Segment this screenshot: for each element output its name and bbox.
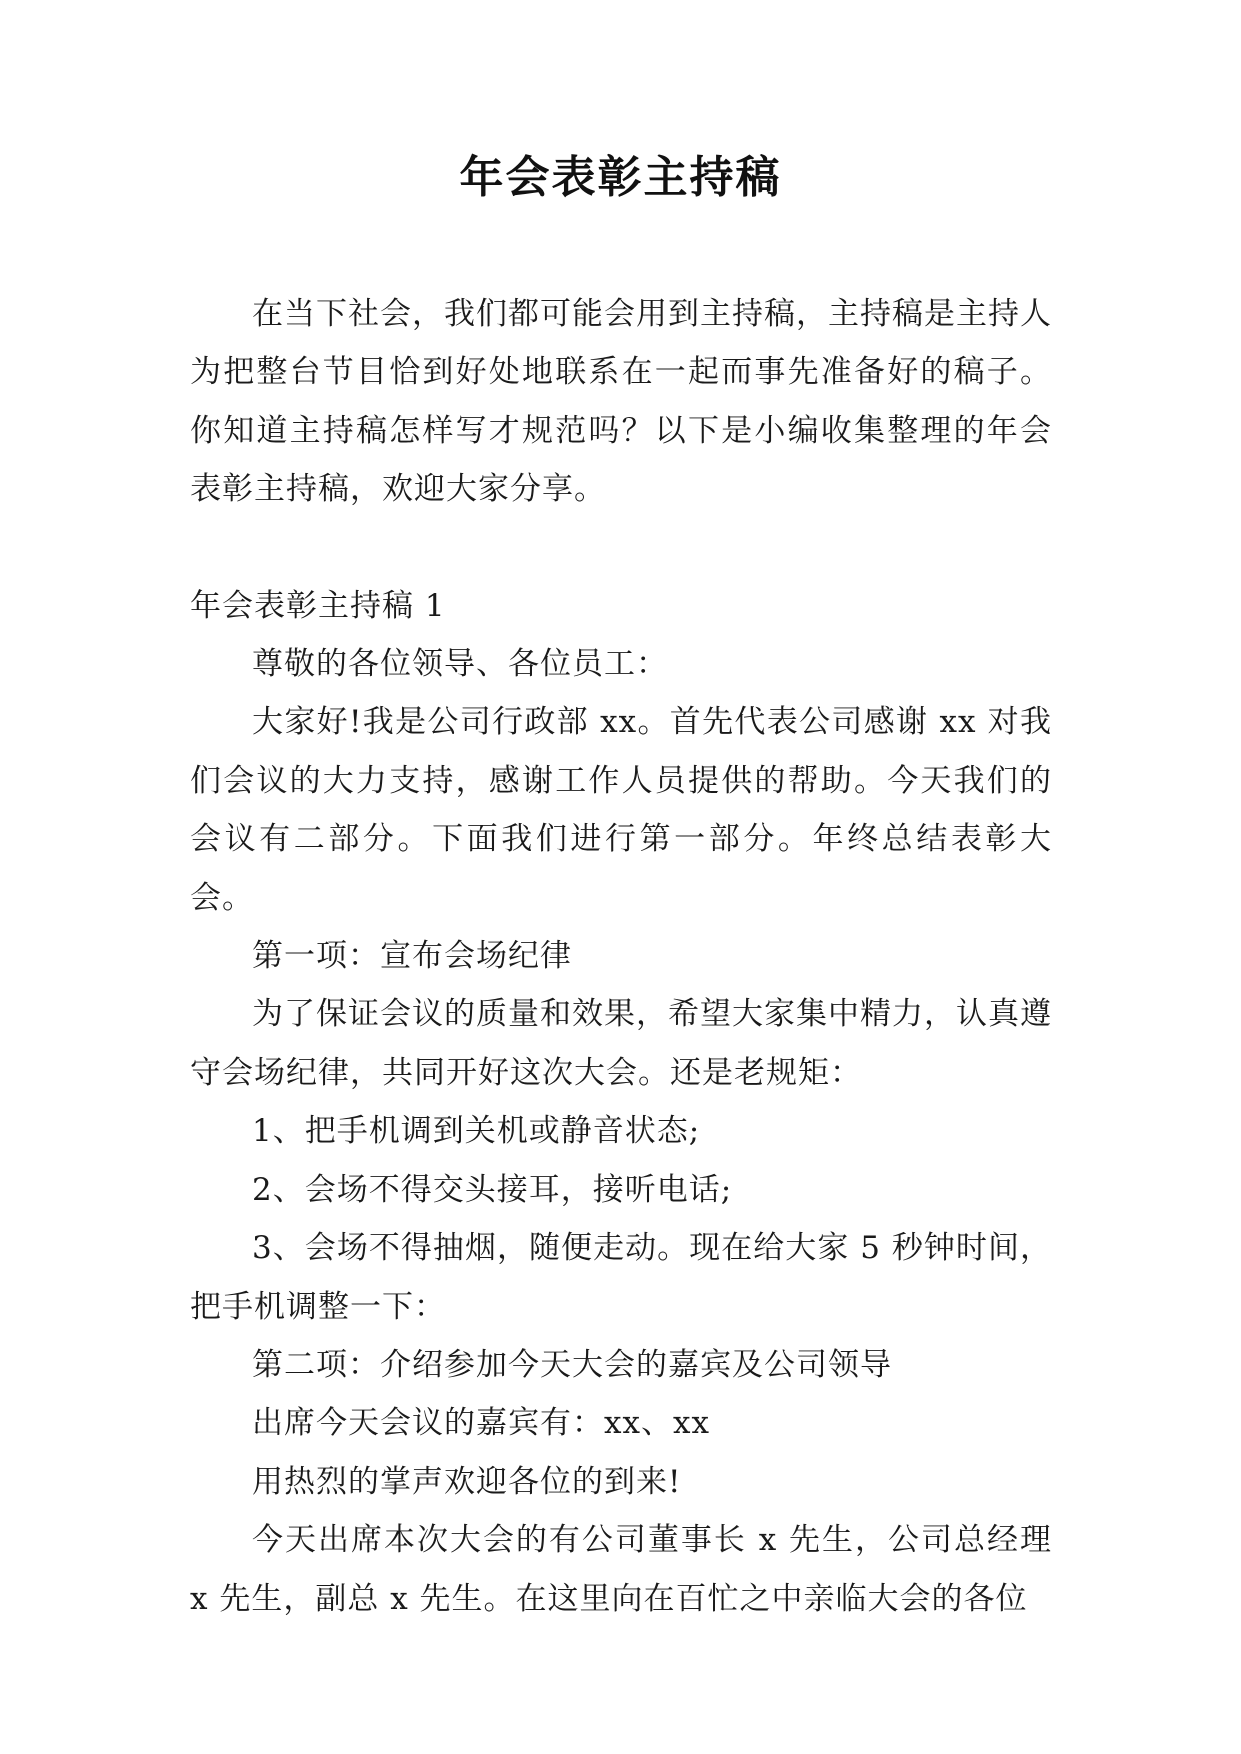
intro-paragraph: 在当下社会，我们都可能会用到主持稿，主持稿是主持人为把整台节目恰到好处地联系在一起而事先准备好的稿子。你知道主持稿怎样写才规范吗？以下是小编收集整理的年会表彰主持稿，欢迎大家分享。: [190, 296, 1052, 508]
item-two-heading: 第二项：介绍参加今天大会的嘉宾及公司领导: [252, 1346, 892, 1383]
leaders-paragraph: 今天出席本次大会的有公司董事长 x 先生，公司总经理 x 先生，副总 x 先生。在这里向在百忙之中亲临大会的各位: [190, 1522, 1052, 1617]
welcome-paragraph: 用热烈的掌声欢迎各位的到来!: [252, 1463, 682, 1500]
section-heading: 年会表彰主持稿 1: [190, 587, 446, 624]
rule-item-2: 2、会场不得交头接耳，接听电话;: [252, 1171, 733, 1208]
greeting-paragraph: 尊敬的各位领导、各位员工：: [252, 646, 668, 683]
document-title: 年会表彰主持稿: [459, 152, 782, 203]
rule-item-3: 3、会场不得抽烟，随便走动。现在给大家 5 秒钟时间，把手机调整一下：: [190, 1230, 1052, 1325]
discipline-paragraph: 为了保证会议的质量和效果，希望大家集中精力，认真遵守会场纪律，共同开好这次大会。还是老规矩：: [190, 996, 1052, 1091]
item-one-heading: 第一项：宣布会场纪律: [252, 938, 572, 975]
rule-item-1: 1、把手机调到关机或静音状态;: [252, 1113, 701, 1150]
opening-paragraph: 大家好!我是公司行政部 xx。首先代表公司感谢 xx 对我们会议的大力支持，感谢工作人员提供的帮助。今天我们的会议有二部分。下面我们进行第一部分。年终总结表彰大会。: [190, 704, 1052, 916]
document-body: [190, 285, 1052, 1628]
paragraph-spacer: [190, 519, 1052, 577]
guests-paragraph: 出席今天会议的嘉宾有：xx、xx: [252, 1405, 710, 1442]
